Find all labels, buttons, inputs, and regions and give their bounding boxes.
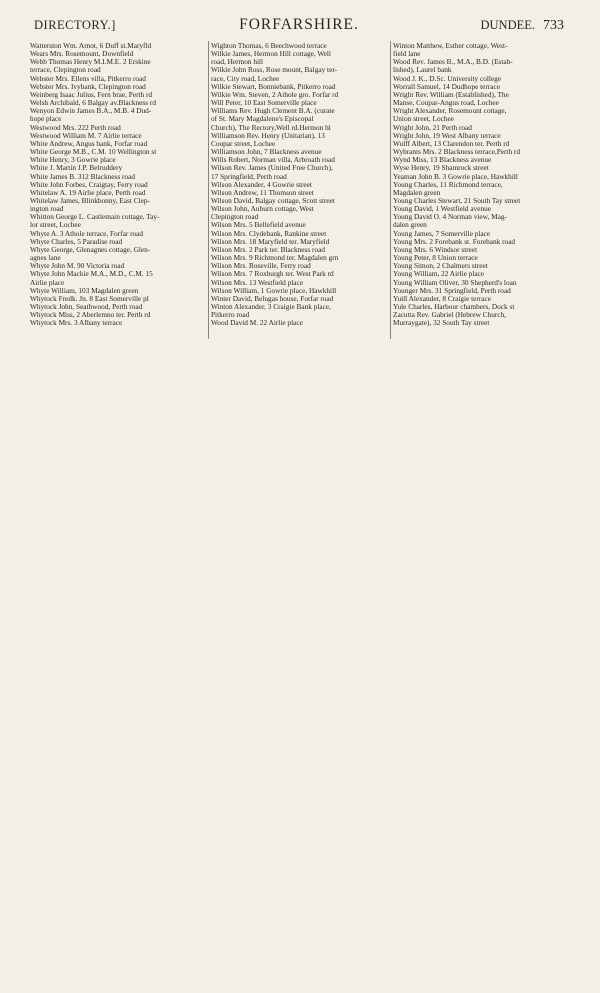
directory-entry: Young James, 7 Somerville place [393, 228, 491, 238]
directory-entry: Worrall Samuel, 14 Dudhope terrace [393, 81, 501, 91]
page-header [34, 18, 564, 38]
directory-entry: Wilson Mrs. 2 Park ter. Blackness road [211, 244, 326, 254]
directory-entry: Webster Mrs. Ivybank, Clepington road [30, 81, 146, 91]
directory-entry: Younger Mrs. 31 Springfield, Perth road [393, 285, 511, 295]
directory-entry: Manse, Coupar-Angus road, Lochee [393, 98, 499, 108]
directory-entry: Will Peter, 10 East Somerville place [211, 98, 317, 108]
directory-entry: Whitton George L. Castlemain cottage, Tay- [30, 212, 160, 222]
directory-entry: Pitkerro road [211, 310, 250, 320]
directory-entry: Coupar street, Lochee [211, 138, 276, 148]
directory-entry: Airlie place [30, 277, 65, 287]
directory-entry: Whyte John M. 90 Victoria road [30, 261, 125, 271]
directory-entry: Magdalen green [393, 187, 441, 197]
directory-entry: Young Mrs. 2 Forebank st. Forebank road [393, 236, 516, 246]
directory-entry: race, City road, Lochee [211, 73, 280, 83]
directory-entry: Welsh Archibald, 6 Balgay av.Blackness rd [30, 98, 156, 108]
directory-entry: Union street, Lochee [393, 114, 454, 124]
directory-entry: Young Simon, 2 Chalmers street [393, 261, 488, 271]
directory-entry: Williams Rev. Hugh Clement B.A. (curate [211, 106, 335, 116]
column-divider [208, 41, 209, 339]
directory-entry: White J. Martin J.P. Belruddery [30, 163, 123, 173]
page-number: 733 [543, 18, 564, 33]
directory-entry: Wears Mrs. Rosemount, Downfield [30, 49, 134, 59]
directory-entry: Wilson Mrs. 18 Maryfield ter. Maryfield [211, 236, 330, 246]
directory-column-2 [211, 42, 389, 327]
directory-entry: Wilson Andrew, 11 Thomson street [211, 187, 314, 197]
directory-entry: Weinberg Isaac Julius, Fern brae, Perth rd [30, 89, 153, 99]
column-divider [390, 41, 391, 339]
directory-entry: Young Charles, 11 Richmond terrace, [393, 179, 503, 189]
directory-entry: Wright John, 19 West Albany terrace [393, 130, 501, 140]
directory-entry: Wills Robert, Norman villa, Arbroath road [211, 155, 335, 165]
directory-entry: Young Charles Stewart, 21 South Tay street [393, 195, 521, 205]
directory-entry: Wilson John, Auburn cottage, West [211, 204, 314, 214]
directory-entry: Wood Rev. James B., M.A., B.D. (Estab- [393, 57, 513, 67]
directory-entry: of St. Mary Magdalene's Episcopal [211, 114, 314, 124]
directory-entry: Wilson Mrs. 9 Richmond ter. Magdalen grn [211, 253, 339, 263]
directory-entry: Wilson Mrs. 13 Westfield place [211, 277, 304, 287]
directory-entry: Wilson Mrs. 7 Roxburgh ter. West Park rd [211, 269, 334, 279]
directory-entry: Wilkie John Ross, Rose mount, Balgay ter- [211, 65, 338, 75]
directory-entry: Westwood Mrs. 222 Perth road [30, 122, 121, 132]
directory-entry: Wright Alexander, Rosemount cottage, [393, 106, 507, 116]
directory-entry: Whytock Miss, 2 Aberlemno ter. Perth rd [30, 310, 151, 320]
directory-column-1 [30, 42, 208, 327]
directory-entry: Young William, 22 Airlie place [393, 269, 485, 279]
directory-entry: White Andrew, Angus bank, Forfar road [30, 138, 148, 148]
directory-entry: road, Hermon hill [211, 57, 264, 67]
directory-entry: Wilson David, Balgay cottage, Scott street [211, 195, 335, 205]
directory-entry: Wybrants Mrs. 2 Blackness terrace,Perth rd [393, 147, 521, 157]
directory-entry: Young David O. 4 Norman view, Mag- [393, 212, 507, 222]
directory-entry: Whitelaw James, Blinkbonny, East Clep- [30, 195, 150, 205]
directory-entry: Wilson Mrs. 5 Bellefield avenue [211, 220, 306, 230]
directory-entry: Clepington road [211, 212, 259, 222]
directory-entry: dalen green [393, 220, 427, 230]
directory-entry: Wilson William, 1 Gowrie place, Hawkhill [211, 285, 337, 295]
directory-entry: Whyte George, Glenagnes cottage, Glen- [30, 244, 151, 254]
directory-entry: agnes lane [30, 253, 61, 263]
directory-entry: Young William Oliver, 30 Shepherd's loan [393, 277, 517, 287]
header-town-label [480, 18, 564, 34]
directory-entry: Williamson Rev. Henry (Unitarian), 13 [211, 130, 325, 140]
directory-entry: White James B. 312 Blackness road [30, 171, 135, 181]
directory-entry: White Henry, 3 Gowrie place [30, 155, 116, 165]
directory-entry: Wulff Albert, 13 Clarendon ter. Perth rd [393, 138, 510, 148]
directory-entry: Zacutta Rev. Gabriel (Hebrew Church, [393, 310, 506, 320]
directory-entry: Whytock John, Seathwood, Perth road [30, 302, 143, 311]
directory-column-3 [393, 42, 573, 327]
directory-entry: Whyte Charles, 5 Paradise road [30, 236, 123, 246]
directory-entry: Webster Mrs. Ellens villa, Pitkerro road [30, 73, 146, 83]
directory-entry: Wilson Alexander, 4 Gowrie street [211, 179, 312, 189]
directory-entry: Wilkie James, Hermon Hill cottage, Well [211, 49, 331, 59]
directory-entry: Williamson John, 7 Blackness avenue [211, 147, 322, 157]
directory-entry: Wighton Thomas, 6 Beechwood terrace [211, 41, 327, 50]
directory-entry: White John Forbes, Craigtay, Ferry road [30, 179, 148, 189]
directory-entry: Wood David M. 22 Airlie place [211, 318, 303, 328]
directory-entry: Wynd Miss, 13 Blackness avenue [393, 155, 492, 165]
directory-entry: Wright Rev. William (Established), The [393, 89, 509, 99]
directory-entry: 17 Springfield, Perth road [211, 171, 287, 181]
directory-entry: Whyte A. 3 Athole terrace, Forfar road [30, 228, 144, 238]
directory-entry: terrace, Clepington road [30, 65, 101, 75]
directory-entry: Yeaman John B. 3 Gowrie place, Hawkhill [393, 171, 518, 181]
header-town: DUNDEE. [480, 18, 535, 32]
directory-entry: Yuill Alexander, 8 Craigie terrace [393, 293, 491, 303]
directory-entry: Young David, 1 Westfield avenue [393, 204, 492, 214]
directory-entry: Young Mrs. 6 Windsor street [393, 244, 478, 254]
directory-entry: Webb Thomas Henry M.I.M.E. 2 Erskine [30, 57, 151, 67]
directory-entry: Winton Matthew, Esther cottage, West- [393, 41, 508, 50]
directory-entry: Watterston Wm. Arnot, 6 Duff st.Maryfld [30, 41, 152, 50]
directory-entry: lished), Laurel bank [393, 65, 452, 75]
directory-entry: hope place [30, 114, 62, 124]
header-section-label: DIRECTORY.] [34, 18, 116, 32]
directory-entry: Whyte William, 103 Magdalen green [30, 285, 139, 295]
directory-entry: Whytock Fredk. Jn. 8 East Somerville pl [30, 293, 149, 303]
directory-entry: Winter David, Belugas house, Forfar road [211, 293, 334, 303]
directory-entry: Yule Charles, Harbour chambers, Dock st [393, 302, 515, 311]
header-county-title: FORFARSHIRE. [239, 16, 359, 33]
directory-entry: Wyse Henry, 19 Shamrock street [393, 163, 489, 173]
directory-entry: Church), The Rectory,Well rd.Hermon hl [211, 122, 331, 132]
directory-entry: Whytock Mrs. 3 Albany terrace [30, 318, 123, 328]
directory-entry: Murraygate), 32 South Tay street [393, 318, 490, 328]
directory-entry: Wright John, 21 Perth road [393, 122, 472, 132]
directory-entry: field lane [393, 49, 421, 59]
directory-entry: Young Peter, 8 Union terrace [393, 253, 478, 263]
directory-entry: Wilkie Wm. Steven, 2 Athole gro. Forfar rd [211, 89, 339, 99]
directory-entry: Wilkie Stewart, Bonniebank, Pitkerro road [211, 81, 336, 91]
directory-entry: Westwood William M. 7 Airlie terrace [30, 130, 142, 140]
directory-entry: Winton Alexander, 3 Craigie Bank place, [211, 302, 331, 311]
directory-entry: lor street, Lochee [30, 220, 81, 230]
directory-entry: Wilson Mrs. Roseville, Ferry road [211, 261, 311, 271]
directory-entry: Whyte John Mackie M.A., M.D., C.M. 15 [30, 269, 153, 279]
directory-entry: Wilson Mrs. Clydebank, Rankine street [211, 228, 327, 238]
directory-entry: Wood J. K., D.Sc. University college [393, 73, 502, 83]
directory-entry: Wilson Rev. James (United Free Church), [211, 163, 333, 173]
directory-entry: ington road [30, 204, 64, 214]
directory-entry: Whitelaw A. 19 Airlie place, Perth road [30, 187, 146, 197]
directory-entry: White George M.B., C.M. 10 Wellington st [30, 147, 157, 157]
directory-entry: Wenyon Edwin James B.A., M.B. 4 Dud- [30, 106, 152, 116]
